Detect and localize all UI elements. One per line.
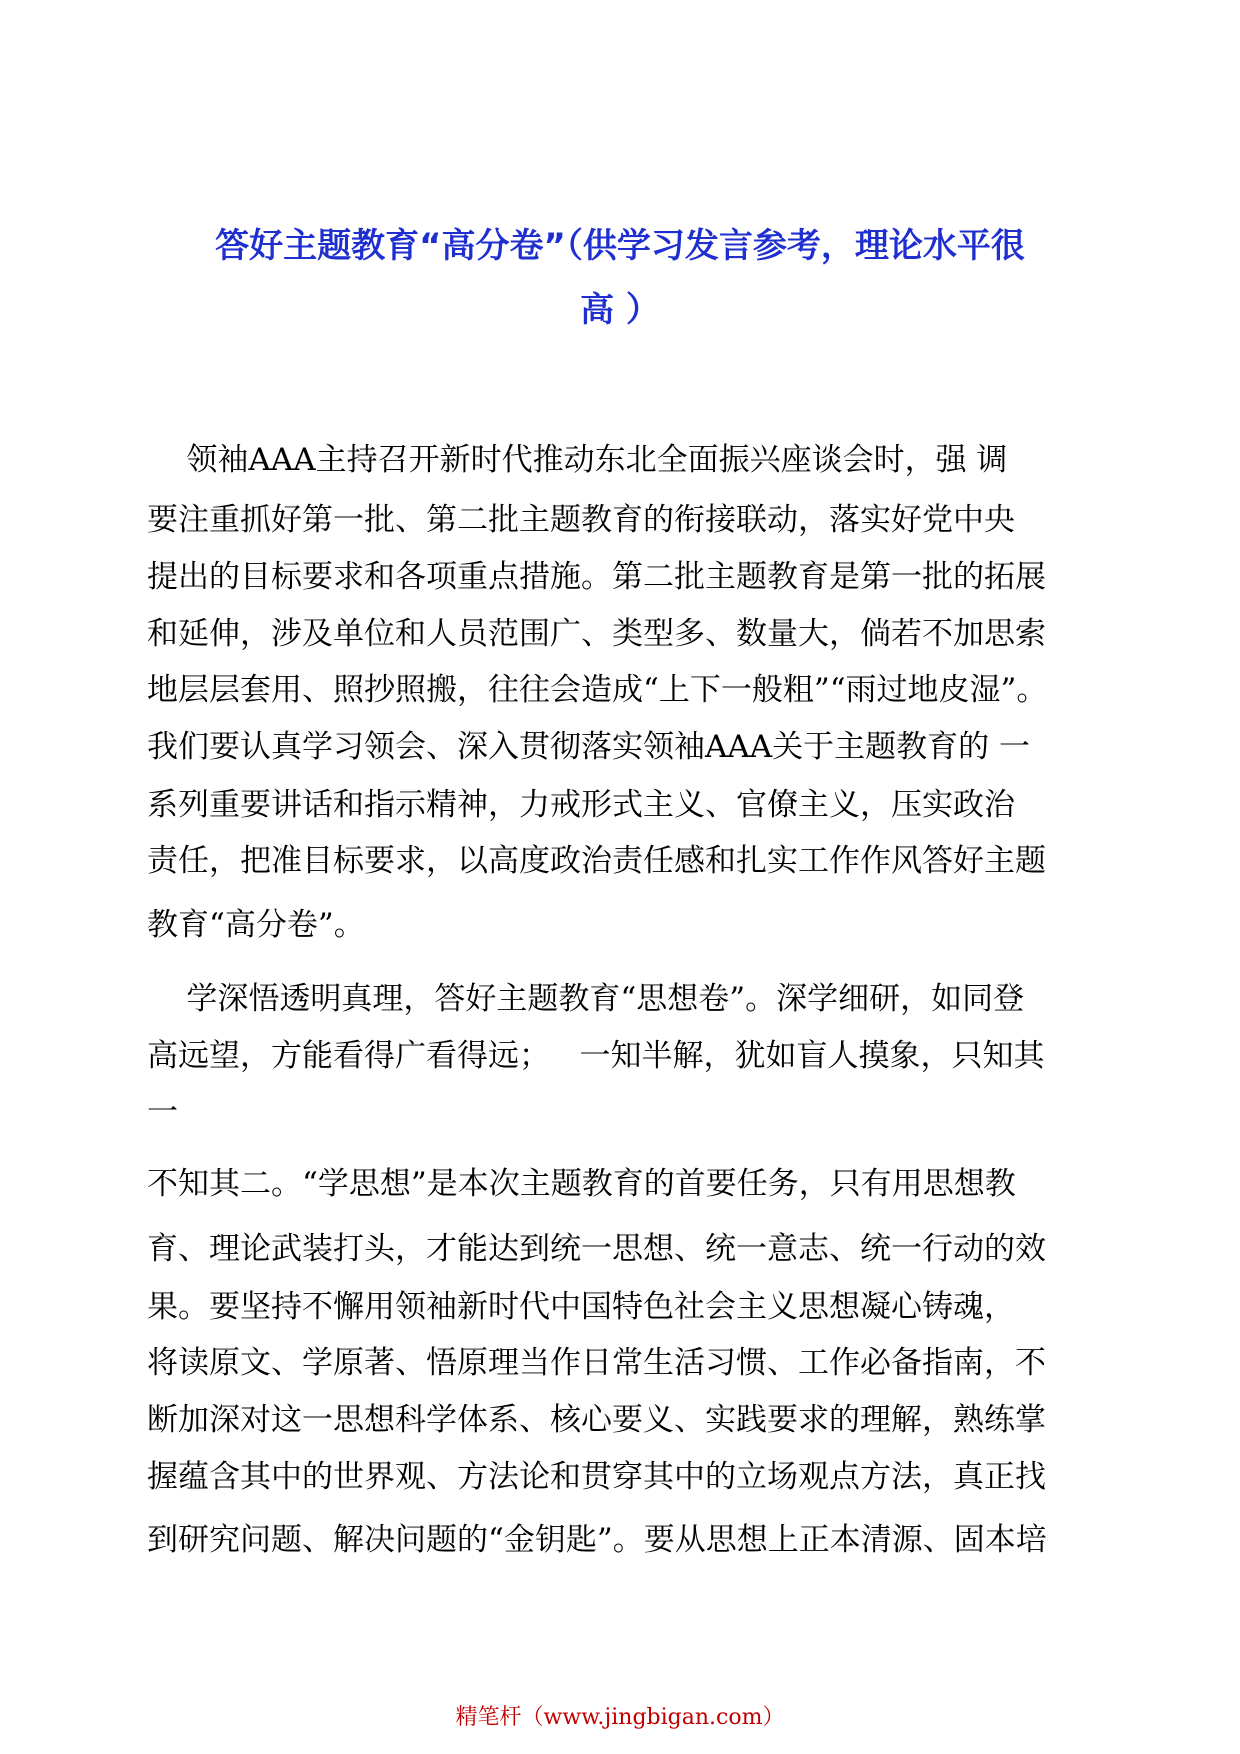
body-line: 地层层套用、照抄照搬，往往会造成“上下一般粗”“雨过地皮湿”。 [147,672,1048,708]
body-line: 育、理论武装打头，才能达到统一思想、统一意志、统一行动的效 [147,1231,1046,1267]
body-line: 不知其二。“学思想”是本次主题教育的首要任务，只有用思想教 [147,1166,1016,1202]
body-line: 和延伸，涉及单位和人员范围广、类型多、数量大，倘若不加思索 [147,616,1046,652]
document-title-line-2: 高 ） [580,290,660,330]
body-line: 果。要坚持不懈用领袖新时代中国特色社会主义思想凝心铸魂， [147,1289,1015,1325]
body-line: 学深悟透明真理，答好主题教育“思想卷”。深学细研，如同登 [147,981,1025,1017]
body-line: 领袖AAA主持召开新时代推动东北全面振兴座谈会时，强 调 [147,442,1008,478]
body-line: 握蕴含其中的世界观、方法论和贯穿其中的立场观点方法，真正找 [147,1459,1046,1495]
page-footer: 精笔杆（www.jingbigan.com） [455,1705,785,1730]
document-title-line-1: 答好主题教育“高分卷”（供学习发言参考，理论水平很 [215,226,1025,266]
body-line: 断加深对这一思想科学体系、核心要义、实践要求的理解，熟练掌 [147,1402,1046,1438]
body-line: 提出的目标要求和各项重点措施。第二批主题教育是第一批的拓展 [147,559,1046,595]
body-line: 教育“高分卷”。 [147,907,365,943]
body-line: 将读原文、学原著、悟原理当作日常生活习惯、工作必备指南，不 [147,1345,1046,1381]
body-line: 到研究问题、解决问题的“金钥匙”。要从思想上正本清源、固本培 [147,1522,1047,1558]
body-line: 高远望，方能看得广看得远； 一知半解，犹如盲人摸象，只知其 [147,1038,1045,1074]
body-line: 我们要认真学习领会、深入贯彻落实领袖AAA关于主题教育的 一 [147,729,1031,765]
body-line: 责任，把准目标要求，以高度政治责任感和扎实工作作风答好主题 [147,843,1046,879]
body-line: 一 [147,1094,178,1130]
body-line: 系列重要讲话和指示精神，力戒形式主义、官僚主义，压实政治 [147,787,1015,823]
body-line: 要注重抓好第一批、第二批主题教育的衔接联动，落实好党中央 [147,502,1015,538]
